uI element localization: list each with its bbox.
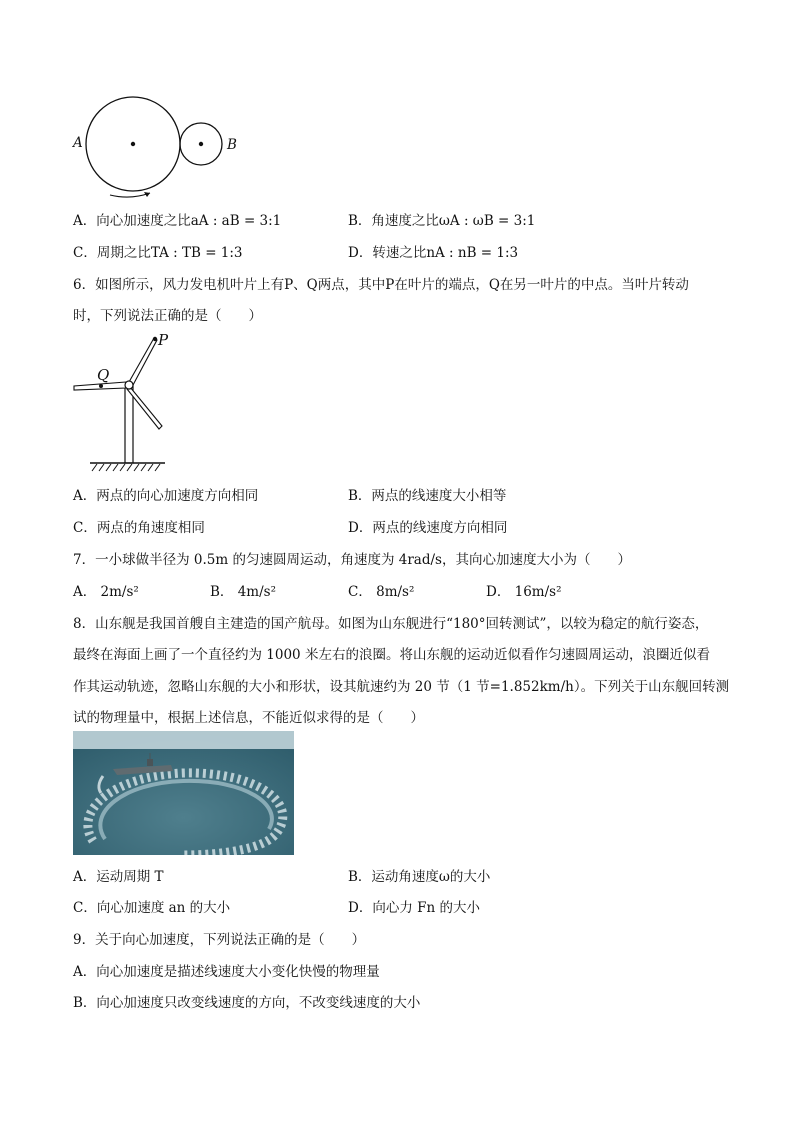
q9-stem: 9．关于向心加速度，下列说法正确的是（ ）	[73, 932, 366, 948]
q6-stem-line1: 6．如图所示，风力发电机叶片上有P、Q两点，其中P在叶片的端点，Q在另一叶片的中点。当叶片转动	[73, 277, 689, 293]
q8-stem-line1: 8．山东舰是我国首艘自主建造的国产航母。如图为山东舰进行“180°回转测试”，以较为稳定的航行姿态，	[73, 616, 709, 632]
q8-stem-line4: 试的物理量中，根据上述信息，不能近似求得的是（ ）	[73, 710, 424, 726]
q8-option-a: A．运动周期 T	[73, 869, 164, 885]
rotation-arrow	[110, 193, 150, 197]
q6-option-d: D．两点的线速度方向相同	[348, 520, 508, 536]
q6-option-a: A．两点的向心加速度方向相同	[73, 488, 259, 504]
q5-option-a: A．向心加速度之比aA : aB = 3:1	[73, 213, 282, 229]
label-b: B	[227, 137, 237, 153]
q9-option-b: B．向心加速度只改变线速度的方向，不改变线速度的大小	[73, 995, 421, 1011]
q6-stem-line2: 时，下列说法正确的是（ ）	[73, 308, 262, 324]
q6-option-b: B．两点的线速度大小相等	[348, 488, 507, 504]
blade-up	[129, 338, 157, 385]
turbine-hub	[125, 381, 133, 389]
point-p-dot	[153, 337, 157, 341]
label-a: A	[73, 135, 83, 151]
carrier-photo	[73, 731, 294, 855]
label-q: Q	[97, 366, 110, 384]
turbine-tower	[125, 385, 133, 463]
q8-option-b: B．运动角速度ω的大小	[348, 869, 491, 885]
q9-option-a: A．向心加速度是描述线速度大小变化快慢的物理量	[73, 964, 380, 980]
q7-option-b: B． 4m/s²	[210, 584, 276, 600]
wheels-figure	[70, 96, 250, 206]
q7-option-d: D． 16m/s²	[486, 584, 562, 600]
q8-stem-line3: 作其运动轨迹，忽略山东舰的大小和形状，设其航速约为 20 节（1 节=1.852km/h）。下列关于山东舰回转测	[73, 679, 730, 695]
q5-option-d: D．转速之比nA : nB = 1:3	[348, 245, 519, 261]
q7-option-a: A． 2m/s²	[73, 584, 139, 600]
q5-option-c: C．周期之比TA : TB = 1:3	[73, 245, 243, 261]
point-q-dot	[99, 384, 103, 388]
q7-stem: 7．一小球做半径为 0.5m 的匀速圆周运动，角速度为 4rad/s，其向心加速度大小为（ ）	[73, 552, 631, 568]
q8-option-c: C．向心加速度 an 的大小	[73, 900, 231, 916]
q8-option-d: D．向心力 Fn 的大小	[348, 900, 480, 916]
label-p: P	[158, 331, 169, 349]
q8-stem-line2: 最终在海面上画了一个直径约为 1000 米左右的浪圈。将山东舰的运动近似看作匀速圆周运动，浪圈近似看	[73, 647, 710, 663]
wind-turbine-figure	[70, 330, 180, 475]
q5-option-b: B．角速度之比ωA : ωB = 3:1	[348, 213, 536, 229]
ground-hatch	[92, 464, 160, 471]
wheel-a-center	[131, 142, 135, 146]
wheel-b-center	[199, 142, 203, 146]
q6-option-c: C．两点的角速度相同	[73, 520, 205, 536]
q7-option-c: C． 8m/s²	[348, 584, 415, 600]
